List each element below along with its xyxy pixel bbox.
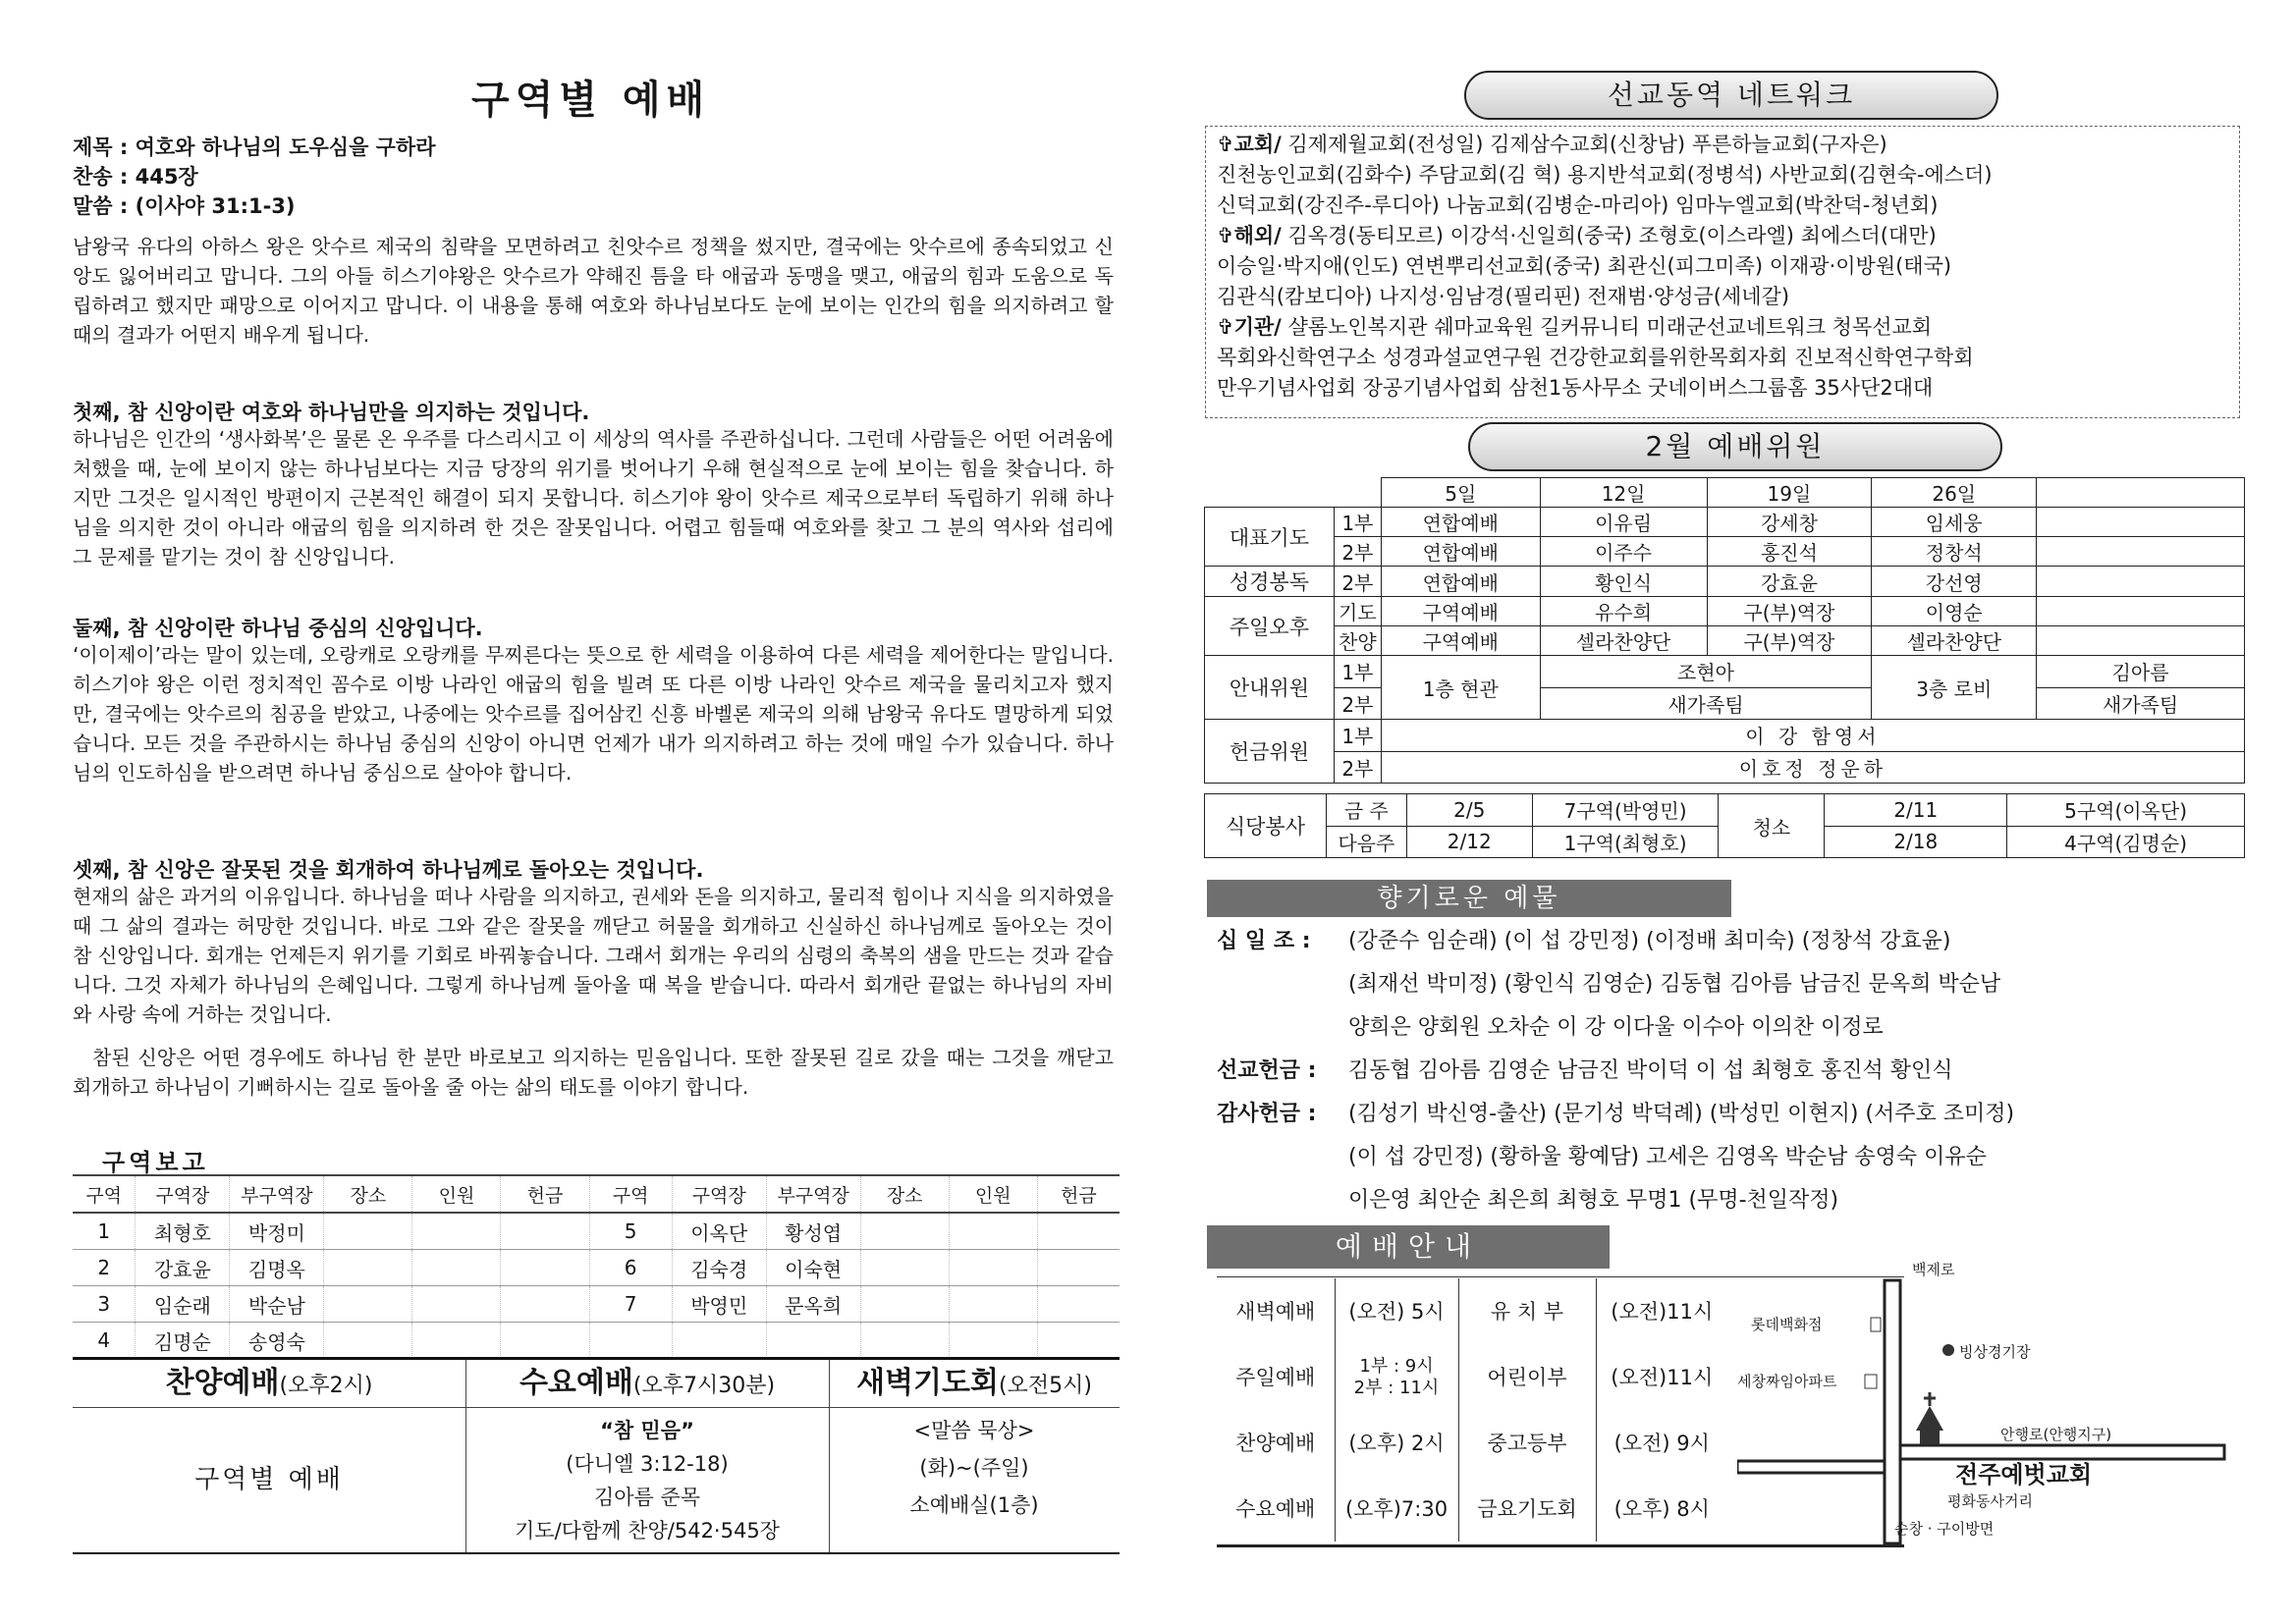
praise-time: (오후2시)	[279, 1374, 373, 1398]
report-header: 부구역장	[230, 1175, 324, 1213]
network-line	[1217, 251, 1951, 281]
schedule-row	[1217, 1410, 1727, 1476]
report-header: 헌금	[501, 1175, 589, 1213]
network-line	[1217, 373, 1933, 403]
date-col: 26일	[1872, 478, 2037, 508]
schedule-cell: 새벽예배	[1217, 1278, 1335, 1344]
report-header: 인원	[949, 1175, 1037, 1213]
dawn-days: (화)~(주일)	[919, 1456, 1029, 1480]
schedule-cell: (오전) 5시	[1335, 1278, 1458, 1344]
date: 2/12	[1406, 826, 1532, 858]
cell: 연합예배	[1381, 567, 1540, 597]
next-week: 다음주	[1326, 826, 1406, 858]
wednesday-service	[465, 1360, 830, 1552]
network-category: ✞기관/	[1217, 315, 1282, 339]
service-2: 2부	[1334, 567, 1381, 597]
mission-label: 선교헌금 :	[1217, 1058, 1317, 1083]
map-label: 롯데백화점	[1751, 1316, 1823, 1333]
report-header: 장소	[860, 1175, 949, 1213]
report-cell	[324, 1323, 412, 1359]
map-label: 안행로(안행지구)	[2000, 1426, 2112, 1443]
network-text: 목회와신학연구소 성경과설교연구원 건강한교회를위한목회자회 진보적신학연구학회	[1217, 346, 1974, 369]
cell: 홍진석	[1707, 537, 1872, 567]
report-cell: 황성엽	[766, 1213, 860, 1250]
report-cell	[501, 1213, 589, 1250]
tithe-label: 십 일 조 :	[1217, 929, 1311, 953]
report-cell	[324, 1286, 412, 1323]
prayer-label: 기도	[1334, 597, 1381, 626]
report-cell: 김명순	[136, 1323, 230, 1359]
network-text: 이승일·박지애(인도) 연변뿌리선교회(중국) 최관신(피그미족) 이재광·이방원(태국)	[1217, 254, 1952, 278]
report-header: 구역장	[672, 1175, 766, 1213]
church-icon	[1916, 1406, 1943, 1431]
cell: 이유림	[1540, 508, 1707, 537]
service-guide-title: 예배안내	[1207, 1225, 1610, 1269]
report-cell	[1037, 1250, 1120, 1286]
sunday-pm-label: 주일오후	[1205, 597, 1335, 656]
schedule-cell: 찬양예배	[1217, 1410, 1335, 1476]
table-row	[73, 1323, 1120, 1359]
cell: 임세웅	[1872, 508, 2037, 537]
map-label: 세창짜임아파트	[1737, 1373, 1837, 1390]
report-cell: 1	[73, 1213, 136, 1250]
date: 2/5	[1406, 794, 1532, 827]
this-week: 금 주	[1326, 794, 1406, 827]
schedule-cell: (오전) 9시	[1613, 1431, 1710, 1455]
report-cell	[501, 1286, 589, 1323]
district-report-table	[73, 1174, 1120, 1359]
schedule-cell: (오전)11시	[1611, 1299, 1714, 1324]
church-name: 전주예벗교회	[1955, 1461, 2093, 1489]
map-label: 백제로	[1912, 1261, 1955, 1278]
report-cell	[860, 1286, 949, 1323]
schedule-row	[1217, 1278, 1727, 1344]
table-row	[73, 1213, 1120, 1250]
kitchen-table	[1204, 793, 2245, 858]
schedule-row	[1217, 1344, 1727, 1410]
report-cell	[860, 1250, 949, 1286]
report-header: 헌금	[1037, 1175, 1120, 1213]
report-cell	[501, 1250, 589, 1286]
cell: 연합예배	[1381, 508, 1540, 537]
schedule-cell: 중고등부	[1458, 1410, 1596, 1476]
dawn-theme: <말씀 묵상>	[913, 1419, 1035, 1442]
report-cell: 박순남	[230, 1286, 324, 1323]
report-header: 구역	[589, 1175, 672, 1213]
report-cell	[1037, 1286, 1120, 1323]
cell: 구역예배	[1381, 626, 1540, 656]
cell: 셀라찬양단	[1540, 626, 1707, 656]
cell: 강선영	[1872, 567, 2037, 597]
usher-name: 김아름	[2037, 656, 2245, 688]
cell: 강세창	[1707, 508, 1872, 537]
thanks-line: (이 섭 강민정) (황하울 황예담) 고세은 김영옥 박순남 송영숙 이유순	[1348, 1145, 1987, 1169]
network-line	[1217, 130, 1887, 159]
wed-theme: “참 믿음”	[600, 1419, 694, 1442]
network-line	[1217, 282, 1789, 311]
report-cell: 6	[589, 1250, 672, 1286]
report-cell: 임순래	[136, 1286, 230, 1323]
report-header: 구역장	[136, 1175, 230, 1213]
report-cell: 7	[589, 1286, 672, 1323]
cell: 셀라찬양단	[1872, 626, 2037, 656]
sermon-subject: 제목 : 여호와 하나님의 도우심을 구하라	[73, 135, 436, 159]
lotte-marker	[1871, 1318, 1881, 1331]
page-title: 구역별 예배	[471, 78, 711, 123]
report-cell: 3	[73, 1286, 136, 1323]
thanks-line: 이은영 최안순 최은희 최형호 무명1 (무명-천일작정)	[1348, 1188, 1839, 1213]
rep-prayer-label: 대표기도	[1205, 508, 1335, 567]
network-text: 샬롬노인복지관 쉐마교육원 길커뮤니티 미래군선교네트워크 청목선교회	[1281, 315, 1933, 339]
ice-rink-marker	[1942, 1344, 1954, 1356]
usher-label: 안내위원	[1205, 656, 1335, 720]
weekly-services	[73, 1357, 1120, 1554]
report-cell	[324, 1250, 412, 1286]
apt-marker	[1865, 1375, 1877, 1388]
map-label: 빙상경기장	[1959, 1343, 2031, 1361]
service-2: 2부	[1334, 687, 1381, 720]
report-cell: 김명옥	[230, 1250, 324, 1286]
report-cell	[860, 1323, 949, 1359]
service-1: 1부	[1334, 656, 1381, 688]
report-header: 인원	[412, 1175, 501, 1213]
feb-committee-title: 2월 예배위원	[1468, 422, 2002, 471]
offering-section-title: 향기로운 예물	[1207, 880, 1731, 917]
report-cell	[949, 1323, 1037, 1359]
wed-time: (오후7시30분)	[632, 1374, 776, 1398]
offering-names: 이 강 함영서	[1381, 720, 2244, 752]
report-cell: 5	[589, 1213, 672, 1250]
usher-team: 새가족팀	[1540, 687, 1872, 720]
cleaning-label: 청소	[1719, 794, 1825, 858]
wed-order: 기도/다함께 찬양/542·545장	[515, 1519, 780, 1543]
schedule-cell: 1부 : 9시 2부 : 11시	[1335, 1344, 1458, 1410]
network-category: ✞해외/	[1217, 224, 1282, 247]
report-cell	[949, 1213, 1037, 1250]
service-1: 1부	[1334, 508, 1381, 537]
network-title: 선교동역 네트워크	[1464, 71, 1998, 120]
table-row	[73, 1250, 1120, 1286]
group: 4구역(김명순)	[2007, 826, 2245, 858]
report-cell: 송영숙	[230, 1323, 324, 1359]
church-building	[1920, 1431, 1940, 1444]
report-cell: 김숙경	[672, 1250, 766, 1286]
usher-name: 조현아	[1540, 656, 1872, 688]
map-label: 평화동사거리	[1947, 1492, 2033, 1510]
schedule-cell: 어린이부	[1458, 1344, 1596, 1410]
network-text: 김관식(캄보디아) 나지성·임남경(필리핀) 전재범·양성금(세네갈)	[1217, 285, 1790, 308]
schedule-cell: 금요기도회	[1458, 1476, 1596, 1542]
schedule-cell: 주일예배	[1217, 1344, 1335, 1410]
location-map	[1737, 1259, 2248, 1555]
report-cell: 강효윤	[136, 1250, 230, 1286]
usher-team: 새가족팀	[2037, 687, 2245, 720]
cell: 유수희	[1540, 597, 1707, 626]
praise-body: 구역별 예배	[194, 1465, 344, 1494]
report-cell	[1037, 1323, 1120, 1359]
date: 2/18	[1825, 826, 2007, 858]
dawn-time: (오전5시)	[998, 1374, 1092, 1398]
service-2: 2부	[1334, 537, 1381, 567]
sermon-intro: 남왕국 유다의 아하스 왕은 앗수르 제국의 침략을 모면하려고 친앗수르 정책을 썼지만, 결국에는 앗수르에 종속되었고 신앙도 잃어버리고 맙니다. 그의 아들 히스기야왕은 앗수르가 약해진 틈을 타 애굽과 동맹을 맺고, 애굽의 힘과 도움으로 독립하려고 했지만 패망으로 이어지고 맙니다. 이 내용을 통해 여호와 하나님보다도 눈에 보이는 인간의 힘을 의지하려고 할때의 결과가 어떤지 배우게 됩니다.	[73, 235, 1114, 347]
dawn-place: 소예배실(1층)	[909, 1493, 1039, 1517]
network-text: 진천농인교회(김화수) 주담교회(김 혁) 용지반석교회(정병석) 사반교회(김현숙-에스더)	[1217, 163, 1993, 187]
report-cell	[860, 1213, 949, 1250]
schedule-cell: (오후) 2시	[1335, 1410, 1458, 1476]
offering-names: 이호정 정운하	[1381, 751, 2244, 784]
sermon-hymn: 찬송 : 445장	[73, 165, 198, 189]
cell: 강효윤	[1707, 567, 1872, 597]
report-cell	[1037, 1213, 1120, 1250]
schedule-cell: 수요예배	[1217, 1476, 1335, 1542]
report-header: 장소	[324, 1175, 412, 1213]
road-west	[1737, 1461, 1885, 1473]
schedule-table	[1217, 1278, 1727, 1542]
schedule-cell: (오후)7:30	[1335, 1476, 1458, 1542]
thanks-line: 감사헌금 : (김성기 박신영-출산) (문기성 박덕례) (박성민 이현지) (서주호 조미정)	[1217, 1100, 2014, 1129]
cell: 이주수	[1540, 537, 1707, 567]
date-col: 12일	[1540, 478, 1707, 508]
point-1-heading: 첫째, 참 신앙이란 여호와 하나님만을 의지하는 것입니다.	[73, 401, 590, 424]
report-cell: 박영민	[672, 1286, 766, 1323]
schedule-cell: (오후) 8시	[1613, 1496, 1710, 1521]
date-col: 5일	[1381, 478, 1540, 508]
network-line	[1217, 221, 1937, 250]
kitchen-label: 식당봉사	[1205, 794, 1327, 858]
dawn-title: 새벽기도회	[856, 1366, 999, 1400]
schedule-cell: (오전)11시	[1611, 1365, 1714, 1389]
report-cell	[589, 1323, 672, 1359]
network-text: 신덕교회(강진주-루디아) 나눔교회(김병순-마리아) 임마누엘교회(박찬덕-청년회)	[1217, 193, 1939, 217]
report-cell	[949, 1286, 1037, 1323]
network-line	[1217, 343, 1974, 372]
report-cell: 2	[73, 1250, 136, 1286]
tithe-line: (최재선 박미정) (황인식 김영순) 김동협 김아름 남금진 문옥희 박순남	[1348, 972, 2001, 997]
praise-label: 찬양	[1334, 626, 1381, 656]
report-cell	[412, 1286, 501, 1323]
report-cell: 박정미	[230, 1213, 324, 1250]
network-text: 김옥경(동티모르) 이강석·신일희(중국) 조형호(이스라엘) 최에스더(대만)	[1281, 224, 1937, 247]
network-line	[1217, 190, 1938, 220]
bible-reading-label: 성경봉독	[1205, 567, 1335, 597]
date-col: 19일	[1707, 478, 1872, 508]
schedule-row	[1217, 1476, 1727, 1542]
network-line	[1217, 312, 1932, 342]
cell: 구역예배	[1381, 597, 1540, 626]
point-1-text: 하나님은 인간의 ‘생사화복’은 물론 온 우주를 다스리시고 이 세상의 역사를 주관하십니다. 그런데 사람들은 어떤 어려움에 처했을 때, 눈에 보이지 않는 하나님보다는 지금 당장의 위기를 벗어나기 우해 현실적으로 눈에 보이는 힘을 찾습니다. 하지만 그것은 일시적인 방편이지 근본적인 해결이 되지 못합니다. 히스기야 왕이 앗수르 제국으로부터 독립하기 위해 하나님을 의지한 것이 아니라 애굽의 힘을 의지하려 한 것은 잘못입니다. 어렵고 힘들때 여호와를 찾고 그 분의 역사와 섭리에 그 문제를 맡기는 것이 참 신앙입니다.	[73, 427, 1114, 568]
praise-service	[73, 1360, 466, 1552]
usher-lobby-1: 1층 현관	[1381, 656, 1540, 720]
road-baekje	[1885, 1280, 1900, 1543]
service-1: 1부	[1334, 720, 1381, 752]
group: 1구역(최형호)	[1532, 826, 1719, 858]
report-cell: 이옥단	[672, 1213, 766, 1250]
wed-scripture: (다니엘 3:12-18)	[566, 1452, 729, 1476]
report-cell	[412, 1213, 501, 1250]
report-cell: 4	[73, 1323, 136, 1359]
report-cell	[324, 1213, 412, 1250]
wed-preacher: 김아름 준목	[593, 1486, 701, 1509]
conclusion-text: 참된 신앙은 어떤 경우에도 하나님 한 분만 바로보고 의지하는 믿음입니다. 또한 잘못된 길로 갔을 때는 그것을 깨닫고 회개하고 하나님이 기뻐하시는 길로 돌아올 줄 아는 삶의 태도를 이야기 합니다.	[73, 1046, 1114, 1099]
thanks-label: 감사헌금 :	[1217, 1102, 1317, 1126]
cell: 정창석	[1872, 537, 2037, 567]
cell: 구(부)역장	[1707, 626, 1872, 656]
map-label: 순창 · 구이방면	[1894, 1520, 1995, 1538]
point-2-heading: 둘째, 참 신앙이란 하나님 중심의 신앙입니다.	[73, 617, 483, 640]
district-report-title: 구역보고	[102, 1149, 209, 1176]
point-3-heading: 셋째, 참 신앙은 잘못된 것을 회개하여 하나님께로 돌아오는 것입니다.	[73, 858, 704, 882]
network-text: 만우기념사업회 장공기념사업회 삼천1동사무소 굿네이버스그룹홈 35사단2대대	[1217, 376, 1934, 400]
mission-line: 선교헌금 : 김동협 김아름 김영순 남금진 박이덕 이 섭 최형호 홍진석 황인식	[1217, 1056, 1953, 1086]
usher-lobby-3: 3층 로비	[1872, 656, 2037, 720]
date: 2/11	[1825, 794, 2007, 827]
praise-title: 찬양예배	[165, 1366, 280, 1400]
cell: 연합예배	[1381, 537, 1540, 567]
network-line	[1217, 160, 1993, 189]
report-header: 부구역장	[766, 1175, 860, 1213]
cross-icon	[1924, 1392, 1936, 1406]
report-cell	[412, 1250, 501, 1286]
service-2: 2부	[1334, 751, 1381, 784]
cell: 이영순	[1872, 597, 2037, 626]
sermon-scripture: 말씀 : (이사야 31:1-3)	[73, 194, 296, 218]
report-cell: 최형호	[136, 1213, 230, 1250]
report-cell	[501, 1323, 589, 1359]
cell: 황인식	[1540, 567, 1707, 597]
cell: 구(부)역장	[1707, 597, 1872, 626]
group: 5구역(이옥단)	[2007, 794, 2245, 827]
worship-committee-table	[1204, 477, 2245, 784]
schedule-cell: 유 치 부	[1458, 1278, 1596, 1344]
network-text: 김제제월교회(전성일) 김제삼수교회(신창남) 푸른하늘교회(구자은)	[1281, 133, 1887, 156]
group: 7구역(박영민)	[1532, 794, 1719, 827]
point-3-text: 현재의 삶은 과거의 이유입니다. 하나님을 떠나 사람을 의지하고, 권세와 돈을 의지하고, 물리적 힘이나 지식을 의지하였을 때 그 삶의 결과는 허망한 것입니다. 바로 그와 같은 잘못을 깨닫고 허물을 회개하고 신실하신 하나님께로 돌아오는 것이 참 신앙입니다. 회개는 언제든지 위기를 기회로 바꿔놓습니다. 그래서 회개는 우리의 심령의 축복의 샘을 만드는 것과 같습니다. 그것 자체가 하나님의 은혜입니다. 그렇게 하나님께 돌아올 때 복을 받습니다. 따라서 회개란 끝없는 하나님의 자비와 사랑 속에 거하는 것입니다.	[73, 885, 1114, 1026]
dawn-prayer	[829, 1360, 1120, 1552]
tithe-line: 양희은 양회원 오차순 이 강 이다울 이수아 이의찬 이정로	[1348, 1015, 1884, 1040]
report-cell	[672, 1323, 766, 1359]
right-page	[1148, 0, 2296, 1624]
report-cell: 문옥희	[766, 1286, 860, 1323]
report-cell	[766, 1323, 860, 1359]
network-category: ✞교회/	[1217, 133, 1282, 156]
table-row	[73, 1286, 1120, 1323]
point-2-text: ‘이이제이’라는 말이 있는데, 오랑캐로 오랑캐를 무찌른다는 뜻으로 한 세력을 이용하여 다른 세력을 제어한다는 말입니다. 히스기야 왕은 이런 정치적인 꼼수로 이방 나라인 애굽의 힘을 빌려 또 다른 이방 나라인 앗수르 제국을 물리치고자 했지만, 결국에는 앗수르의 침공을 받았고, 나중에는 앗수르를 집어삼킨 신흥 바벨론 제국의 의해 남왕국 유다도 멸망하게 되었습니다. 모든 것을 주관하시는 하나님 중심의 신앙이 아니면 언제가 내가 의지하려고 하는 것에 매일 수가 있습니다. 하나님의 인도하심을 받으려면 하나님 중심으로 살아야 합니다.	[73, 643, 1114, 785]
report-cell: 이숙현	[766, 1250, 860, 1286]
tithe-line: 십 일 조 : (강준수 임순래) (이 섭 강민정) (이정배 최미숙) (정창석 강효윤)	[1217, 927, 1950, 956]
wed-title: 수요예배	[519, 1366, 633, 1400]
report-cell	[949, 1250, 1037, 1286]
report-cell	[412, 1323, 501, 1359]
report-header: 구역	[73, 1175, 136, 1213]
offering-label: 헌금위원	[1205, 720, 1335, 784]
